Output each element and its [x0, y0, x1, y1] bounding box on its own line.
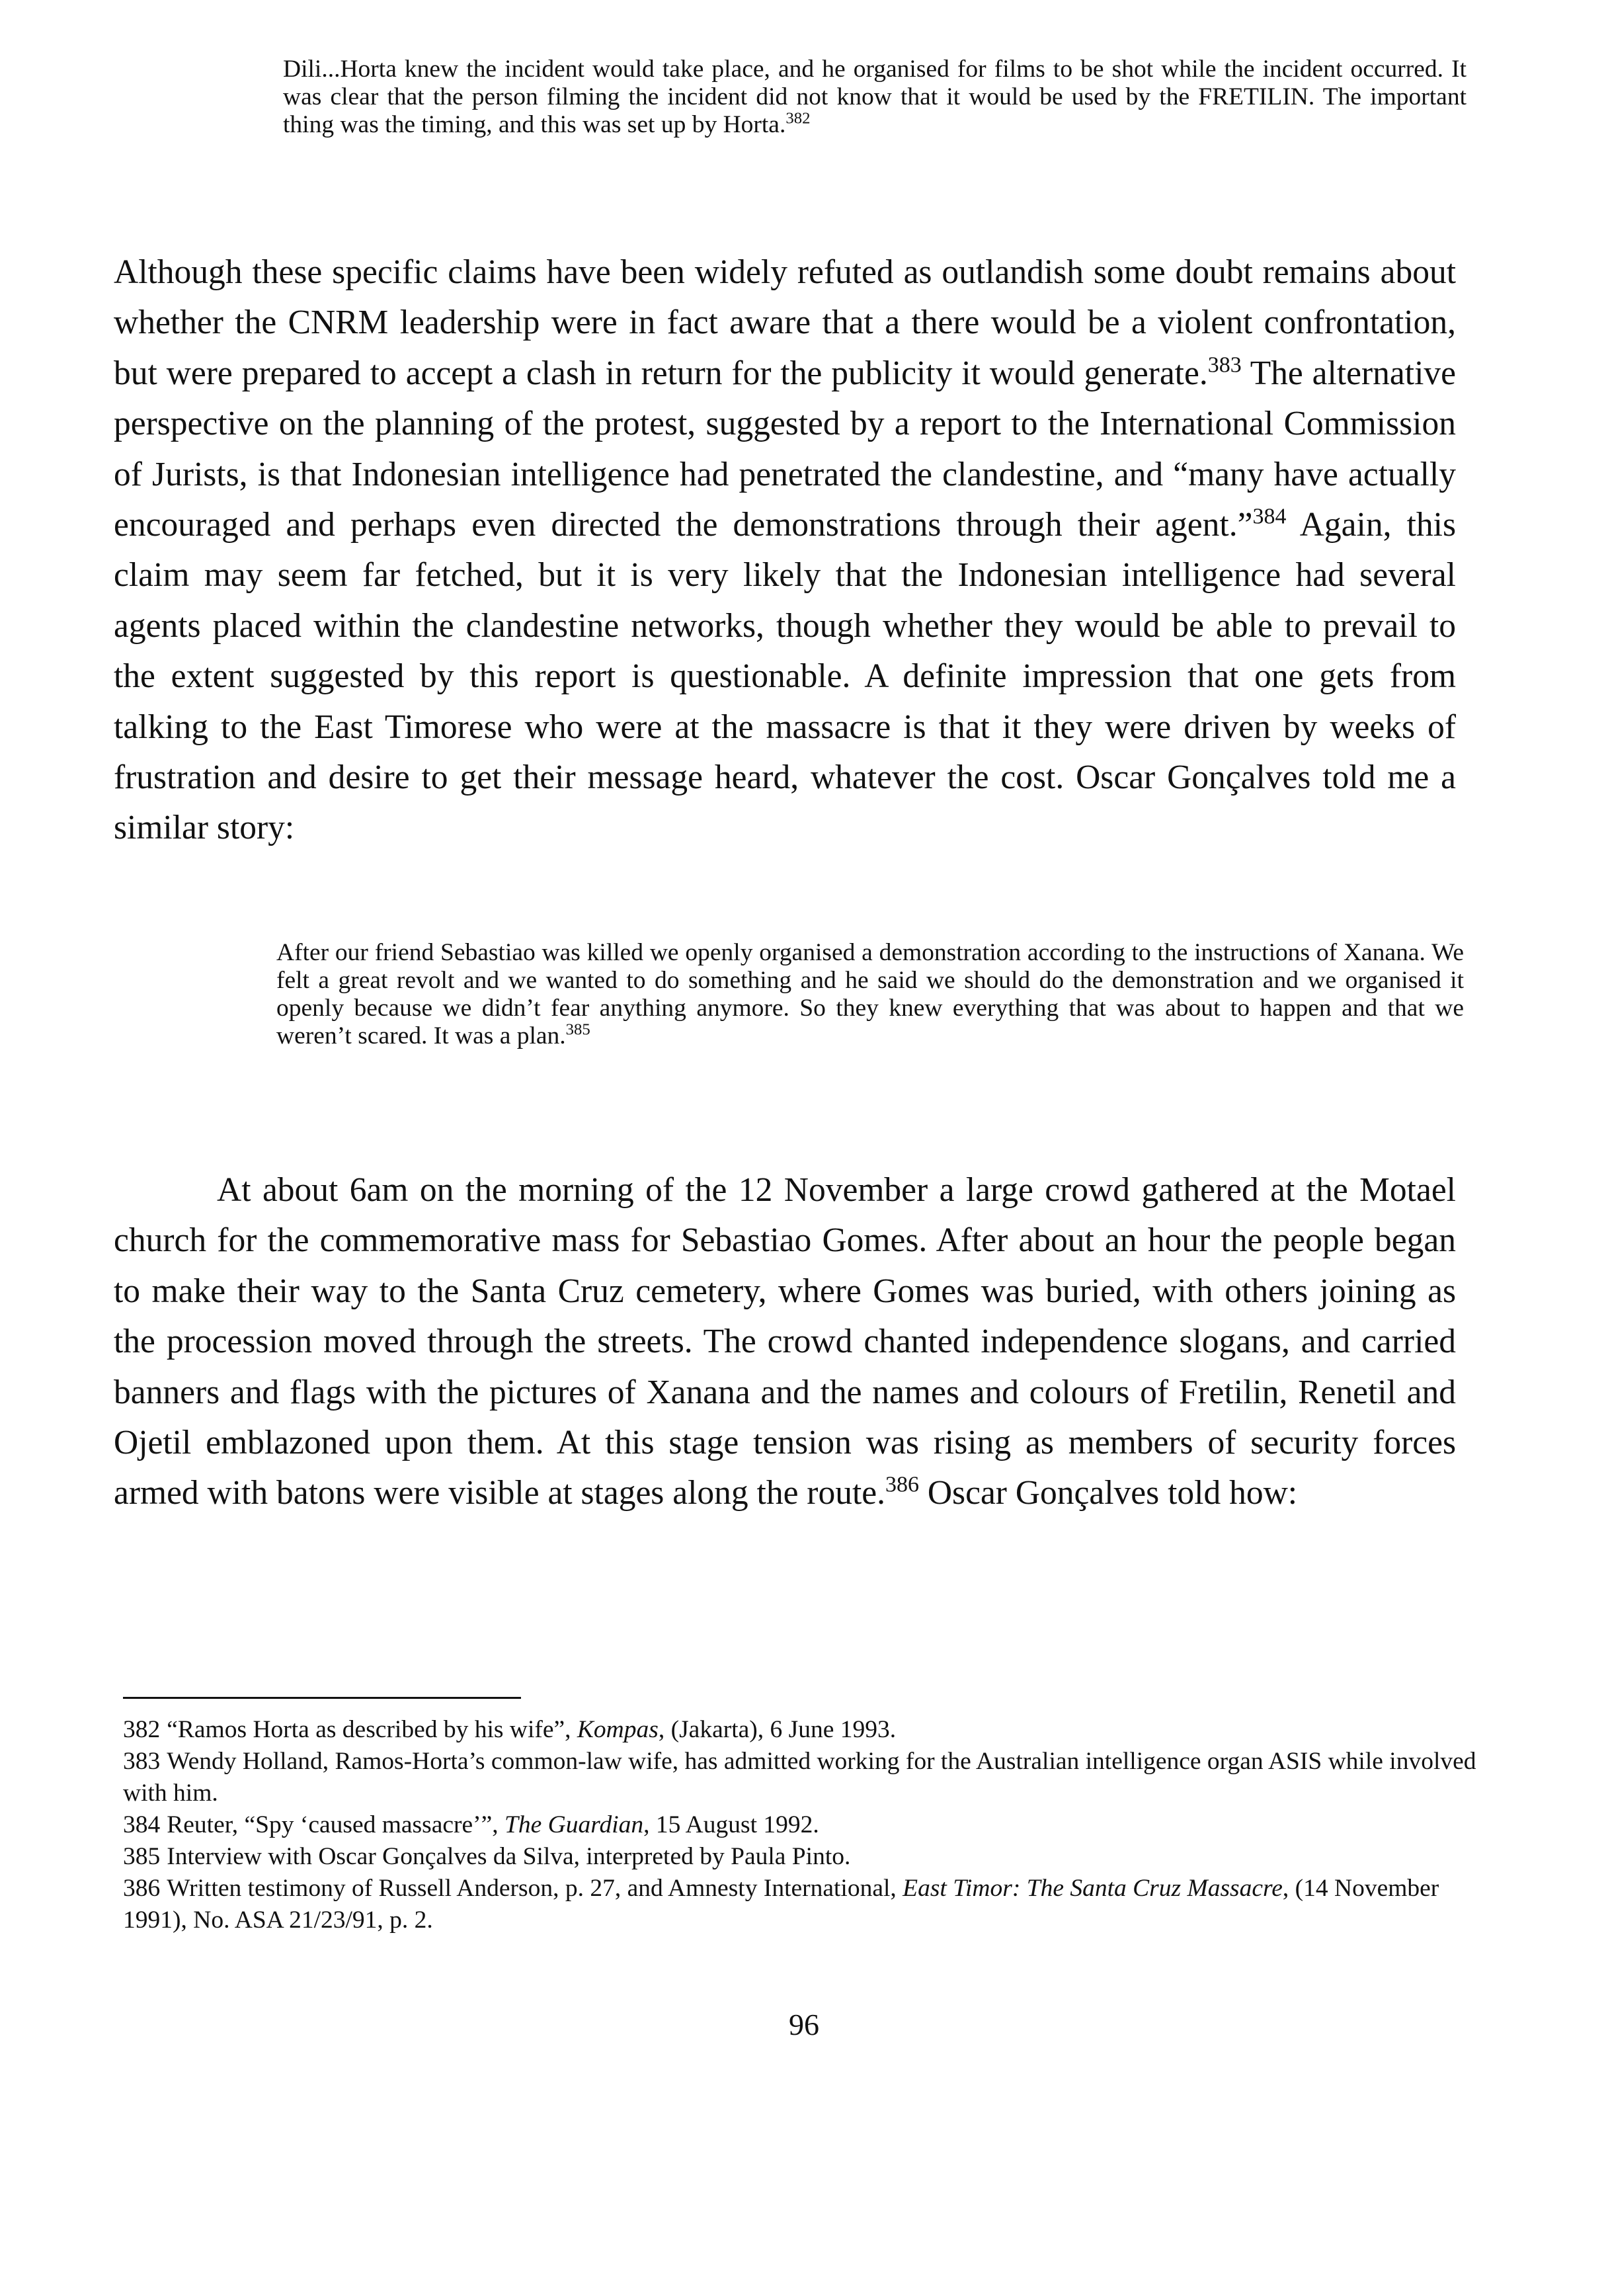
- footnote-text: Reuter, “Spy ‘caused massacre’”,: [167, 1811, 505, 1838]
- footnote-italic-title: East Timor: The Santa Cruz Massacre: [903, 1875, 1283, 1902]
- block-quote-horta: [283, 56, 1467, 139]
- footnote-number: 382: [123, 1716, 161, 1743]
- footnote-385: [123, 1841, 1478, 1873]
- footnote-number: 383: [123, 1748, 161, 1775]
- paragraph-text: Although these specific claims have been widely refuted as outlandish some doubt remains about whether the CNRM leadership were in fact aware that a there would be a violent confrontation, but were prepared to accept a clash in return for the publicity it would generate.: [114, 253, 1456, 392]
- block-quote-text: Dili...Horta knew the incident would take place, and he organised for films to be shot while the incident occurred. It was clear that the person filming the incident did not know that it would be used by the FRETILIN. The important thing was the timing, and this was set up by Horta.: [283, 56, 1467, 138]
- footnote-separator: [123, 1697, 521, 1699]
- footnote-number: 386: [123, 1875, 161, 1902]
- paragraph-text: The alternative perspective on the planning of the protest, suggested by a report to the International Commission of Jurists, is that Indonesian intelligence had penetrated the clandestine, and “many have actually encouraged and perhaps even directed the demonstrations through their agent.”: [114, 354, 1456, 544]
- footnote-382: [123, 1714, 1478, 1746]
- footnote-383: [123, 1746, 1478, 1809]
- footnotes-list: [123, 1714, 1478, 1936]
- footnote-ref-384: 384: [1252, 504, 1287, 529]
- paragraph-text: Oscar Gonçalves told how:: [918, 1474, 1298, 1512]
- block-quote-goncalves: [276, 939, 1464, 1050]
- footnote-text: Interview with Oscar Gonçalves da Silva, interpreted by Paula Pinto.: [167, 1843, 851, 1870]
- footnote-text: “Ramos Horta as described by his wife”,: [167, 1716, 577, 1743]
- footnote-ref-386: 386: [885, 1472, 919, 1497]
- footnote-text: , (Jakarta), 6 June 1993.: [658, 1716, 897, 1743]
- footnote-italic-title: Kompas: [577, 1716, 659, 1743]
- body-paragraph-1: [114, 247, 1456, 854]
- paragraph-text: Again, this claim may seem far fetched, but it is very likely that the Indonesian intelligence had several agents placed within the clandestine networks, though whether they would be able to prevail to the extent suggested by this report is questionable. A definite impression that one gets from talking to the East Timorese who were at the massacre is that it they were driven by weeks of frustration and desire to get their message heard, whatever the cost. Oscar Gonçalves told me a similar story:: [114, 506, 1456, 847]
- footnote-text: , (14 November 1991), No. ASA 21/23/91, p. 2.: [123, 1875, 1439, 1934]
- block-quote-text: After our friend Sebastiao was killed we openly organised a demonstration according to the instructions of Xanana. We felt a great revolt and we wanted to do something and he said we should do the demonstration and we organised it openly because we didn’t fear anything anymore. So they knew everything that was about to happen and that we weren’t scared. It was a plan.: [276, 939, 1464, 1049]
- footnote-386: [123, 1873, 1478, 1936]
- page-number: 96: [789, 2008, 819, 2041]
- footnote-ref-385: 385: [565, 1020, 590, 1039]
- body-paragraph-2: [114, 1165, 1456, 1519]
- footnote-text: Wendy Holland, Ramos-Horta’s common-law wife, has admitted working for the Australian intelligence organ ASIS while involved with him.: [123, 1748, 1476, 1807]
- footnote-text: Written testimony of Russell Anderson, p. 27, and Amnesty International,: [167, 1875, 903, 1902]
- footnote-number: 384: [123, 1811, 161, 1838]
- footnote-number: 385: [123, 1843, 161, 1870]
- paragraph-text: At about 6am on the morning of the 12 November a large crowd gathered at the Motael church for the commemorative mass for Sebastiao Gomes. After about an hour the people began to make their way to the Santa Cruz cemetery, where Gomes was buried, with others joining as the procession moved through the streets. The crowd chanted independence slogans, and carried banners and flags with the pictures of Xanana and the names and colours of Fretilin, Renetil and Ojetil emblazoned upon them. At this stage tension was rising as members of security forces armed with batons were visible at stages along the route.: [114, 1171, 1456, 1512]
- footnote-ref-383: 383: [1207, 352, 1242, 378]
- footnote-italic-title: The Guardian: [504, 1811, 644, 1838]
- footnote-ref-382: 382: [785, 109, 811, 128]
- footnote-text: , 15 August 1992.: [643, 1811, 819, 1838]
- footnote-384: [123, 1809, 1478, 1841]
